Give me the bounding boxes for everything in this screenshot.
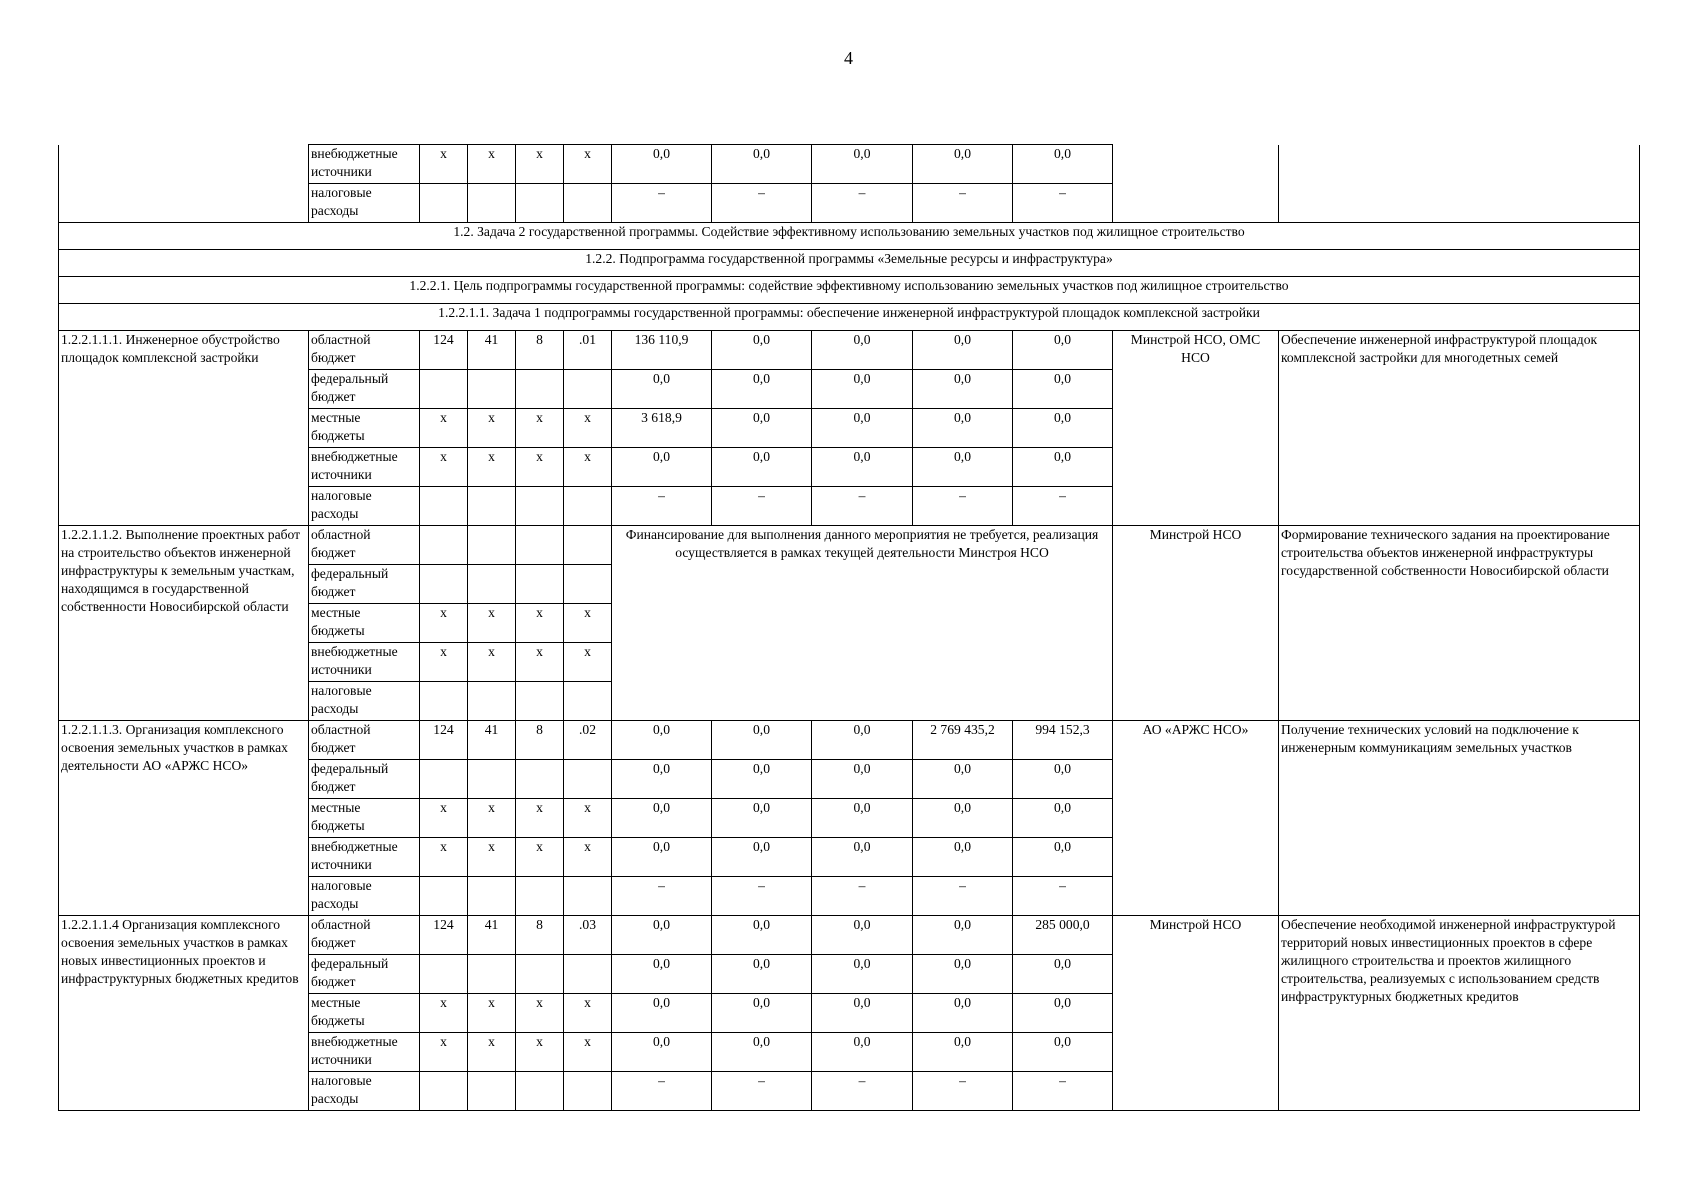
value-cell: 0,0 [812,955,913,994]
value-cell: 0,0 [1013,409,1113,448]
code-cell [468,760,516,799]
funding-source-cell: внебюджетные источники [309,145,420,184]
value-cell: – [712,1072,812,1111]
section-header-row [59,304,1640,331]
code-cell [564,526,612,565]
code-cell [564,565,612,604]
code-cell: x [516,409,564,448]
value-cell: 0,0 [812,331,913,370]
value-cell: 0,0 [812,448,913,487]
code-cell [468,955,516,994]
value-cell: – [913,1072,1013,1111]
value-cell: 0,0 [913,370,1013,409]
value-cell: – [812,877,913,916]
funding-note-cell: Финансирование для выполнения данного мероприятия не требуется, реализация осуществляется в рамках текущей деятельности Минстроя НСО [612,526,1113,721]
value-cell: – [1013,184,1113,223]
activity-name-cell: 1.2.2.1.1.4 Организация комплексного освоения земельных участков в рамках новых инвестиционных проектов и инфраструктурных бюджетных кредитов [59,916,309,1111]
code-cell: 124 [420,721,468,760]
code-cell [564,682,612,721]
value-cell: 0,0 [712,721,812,760]
code-cell [516,487,564,526]
code-cell: x [420,838,468,877]
value-cell: 0,0 [812,994,913,1033]
code-cell [516,682,564,721]
code-cell: x [564,643,612,682]
code-cell [468,487,516,526]
code-cell: x [468,409,516,448]
program-table [58,144,1640,1111]
code-cell: 41 [468,721,516,760]
funding-source-cell: налоговые расходы [309,682,420,721]
funding-source-cell: внебюджетные источники [309,1033,420,1072]
funding-source-cell: местные бюджеты [309,799,420,838]
value-cell: 0,0 [1013,370,1113,409]
code-cell: x [564,145,612,184]
value-cell: 0,0 [913,838,1013,877]
activity-name-cell: 1.2.2.1.1.2. Выполнение проектных работ на строительство объектов инженерной инфраструктуры к земельным участкам, находящимся в государственной собственности Новосибирской области [59,526,309,721]
funding-source-cell: местные бюджеты [309,994,420,1033]
value-cell: – [913,487,1013,526]
value-cell: 3 618,9 [612,409,712,448]
page-number: 4 [844,48,853,68]
code-cell [420,1072,468,1111]
funding-source-cell: областной бюджет [309,721,420,760]
value-cell: 0,0 [612,370,712,409]
value-cell: – [712,877,812,916]
code-cell [516,526,564,565]
code-cell: x [516,145,564,184]
code-cell: x [564,448,612,487]
code-cell: 124 [420,331,468,370]
code-cell: x [420,604,468,643]
table-row [59,721,1640,760]
code-cell: x [516,799,564,838]
code-cell [420,526,468,565]
code-cell [564,370,612,409]
code-cell [516,760,564,799]
code-cell [420,184,468,223]
code-cell [420,760,468,799]
value-cell: 0,0 [1013,799,1113,838]
code-cell [516,877,564,916]
value-cell: 0,0 [812,916,913,955]
code-cell [564,955,612,994]
code-cell [468,184,516,223]
value-cell: – [712,487,812,526]
code-cell: .02 [564,721,612,760]
value-cell: – [812,487,913,526]
code-cell [468,526,516,565]
value-cell: 0,0 [712,760,812,799]
code-cell: 8 [516,916,564,955]
value-cell: 0,0 [612,838,712,877]
code-cell [516,370,564,409]
code-cell: x [420,448,468,487]
value-cell: 994 152,3 [1013,721,1113,760]
code-cell [420,487,468,526]
value-cell: 0,0 [712,916,812,955]
value-cell: 136 110,9 [612,331,712,370]
value-cell: 0,0 [612,994,712,1033]
value-cell: 0,0 [1013,448,1113,487]
code-cell [420,370,468,409]
value-cell: 0,0 [712,145,812,184]
value-cell: 0,0 [913,1033,1013,1072]
value-cell: 0,0 [913,760,1013,799]
code-cell: x [564,1033,612,1072]
value-cell: 0,0 [812,799,913,838]
value-cell: – [712,184,812,223]
code-cell [468,682,516,721]
code-cell: .03 [564,916,612,955]
code-cell: x [468,838,516,877]
code-cell [564,184,612,223]
result-cell: Формирование технического задания на проектирование строительства объектов инженерной инфраструктуры государственной собственности Новосибирской области [1279,526,1640,721]
value-cell: 0,0 [612,760,712,799]
value-cell: 0,0 [913,448,1013,487]
code-cell: x [420,145,468,184]
executor-cell: Минстрой НСО, ОМС НСО [1113,331,1279,526]
section-header: 1.2.2. Подпрограмма государственной программы «Земельные ресурсы и инфраструктура» [59,250,1640,277]
value-cell: 0,0 [612,955,712,994]
funding-source-cell: налоговые расходы [309,877,420,916]
value-cell: 0,0 [712,994,812,1033]
value-cell: 0,0 [1013,994,1113,1033]
funding-source-cell: федеральный бюджет [309,955,420,994]
value-cell: 0,0 [1013,760,1113,799]
result-cell: Получение технических условий на подключение к инженерным коммуникациям земельных участков [1279,721,1640,916]
funding-source-cell: внебюджетные источники [309,838,420,877]
value-cell: 0,0 [913,916,1013,955]
value-cell: 0,0 [612,721,712,760]
value-cell: 0,0 [812,370,913,409]
code-cell: x [420,1033,468,1072]
value-cell: – [913,184,1013,223]
table-row [59,145,1640,184]
table-row [59,331,1640,370]
section-header: 1.2.2.1. Цель подпрограммы государственной программы: содействие эффективному использованию земельных участков под жилищное строительство [59,277,1640,304]
code-cell [420,682,468,721]
code-cell: x [420,994,468,1033]
section-header: 1.2. Задача 2 государственной программы. Содействие эффективному использованию земельных участков под жилищное строительство [59,223,1640,250]
value-cell: – [812,184,913,223]
code-cell [468,370,516,409]
result-cell [1279,145,1640,223]
value-cell: 0,0 [812,760,913,799]
code-cell: x [564,409,612,448]
code-cell: x [564,838,612,877]
value-cell: 0,0 [1013,1033,1113,1072]
section-header-row [59,223,1640,250]
section-header-row [59,277,1640,304]
value-cell: 0,0 [812,1033,913,1072]
code-cell: x [516,994,564,1033]
code-cell [420,565,468,604]
code-cell: x [468,643,516,682]
code-cell: x [564,994,612,1033]
value-cell: 0,0 [913,799,1013,838]
executor-cell: Минстрой НСО [1113,916,1279,1111]
value-cell: – [1013,877,1113,916]
funding-source-cell: областной бюджет [309,331,420,370]
code-cell: x [420,643,468,682]
value-cell: 0,0 [812,145,913,184]
code-cell: x [420,799,468,838]
value-cell: 285 000,0 [1013,916,1113,955]
value-cell: 0,0 [1013,145,1113,184]
code-cell: x [564,604,612,643]
value-cell: 0,0 [812,721,913,760]
code-cell: 124 [420,916,468,955]
code-cell: x [468,799,516,838]
funding-source-cell: федеральный бюджет [309,760,420,799]
code-cell [468,1072,516,1111]
value-cell: 2 769 435,2 [913,721,1013,760]
value-cell: 0,0 [712,838,812,877]
value-cell: 0,0 [712,370,812,409]
value-cell: 0,0 [812,409,913,448]
executor-cell: АО «АРЖС НСО» [1113,721,1279,916]
code-cell [420,955,468,994]
value-cell: – [612,487,712,526]
value-cell: 0,0 [913,145,1013,184]
activity-name-cell: 1.2.2.1.1.3. Организация комплексного освоения земельных участков в рамках деятельности АО «АРЖС НСО» [59,721,309,916]
value-cell: 0,0 [612,916,712,955]
value-cell: 0,0 [612,145,712,184]
code-cell [516,184,564,223]
value-cell: – [612,184,712,223]
value-cell: 0,0 [712,955,812,994]
value-cell: 0,0 [712,799,812,838]
funding-source-cell: налоговые расходы [309,184,420,223]
code-cell [564,487,612,526]
value-cell: 0,0 [1013,838,1113,877]
executor-cell [1113,145,1279,223]
value-cell: – [1013,487,1113,526]
value-cell: – [812,1072,913,1111]
value-cell: 0,0 [712,331,812,370]
code-cell: 41 [468,916,516,955]
code-cell: x [516,643,564,682]
code-cell: 8 [516,331,564,370]
code-cell: x [468,604,516,643]
code-cell [564,760,612,799]
funding-source-cell: федеральный бюджет [309,565,420,604]
result-cell: Обеспечение необходимой инженерной инфраструктурой территорий новых инвестиционных проектов в сфере жилищного строительства и проектов жилищного строительства, реализуемых с использованием средств инфраструктурных бюджетных кредитов [1279,916,1640,1111]
section-header: 1.2.2.1.1. Задача 1 подпрограммы государственной программы: обеспечение инженерной инфраструктурой площадок комплексной застройки [59,304,1640,331]
code-cell: 8 [516,721,564,760]
funding-source-cell: местные бюджеты [309,604,420,643]
funding-source-cell: федеральный бюджет [309,370,420,409]
value-cell: 0,0 [913,331,1013,370]
result-cell: Обеспечение инженерной инфраструктурой площадок комплексной застройки для многодетных семей [1279,331,1640,526]
code-cell: .01 [564,331,612,370]
value-cell: – [612,877,712,916]
value-cell: – [612,1072,712,1111]
funding-source-cell: областной бюджет [309,916,420,955]
funding-source-cell: местные бюджеты [309,409,420,448]
funding-source-cell: налоговые расходы [309,1072,420,1111]
value-cell: 0,0 [913,955,1013,994]
value-cell: 0,0 [612,799,712,838]
value-cell: 0,0 [812,838,913,877]
funding-source-cell: областной бюджет [309,526,420,565]
value-cell: 0,0 [712,1033,812,1072]
code-cell [468,565,516,604]
section-header-row [59,250,1640,277]
table-row [59,916,1640,955]
table-row [59,526,1640,565]
code-cell: x [468,448,516,487]
value-cell: – [1013,1072,1113,1111]
funding-source-cell: внебюджетные источники [309,643,420,682]
value-cell: 0,0 [612,1033,712,1072]
code-cell: x [516,448,564,487]
code-cell: x [468,145,516,184]
code-cell: x [564,799,612,838]
code-cell [516,955,564,994]
code-cell [564,877,612,916]
code-cell [516,565,564,604]
code-cell: 41 [468,331,516,370]
name-cell [59,145,309,223]
code-cell: x [468,994,516,1033]
funding-source-cell: налоговые расходы [309,487,420,526]
code-cell [420,877,468,916]
code-cell: x [516,1033,564,1072]
value-cell: 0,0 [913,994,1013,1033]
code-cell [516,1072,564,1111]
value-cell: 0,0 [712,409,812,448]
value-cell: 0,0 [1013,331,1113,370]
code-cell [468,877,516,916]
code-cell: x [468,1033,516,1072]
code-cell: x [516,604,564,643]
value-cell: – [913,877,1013,916]
code-cell: x [420,409,468,448]
code-cell: x [516,838,564,877]
value-cell: 0,0 [1013,955,1113,994]
executor-cell: Минстрой НСО [1113,526,1279,721]
value-cell: 0,0 [913,409,1013,448]
funding-source-cell: внебюджетные источники [309,448,420,487]
code-cell [564,1072,612,1111]
value-cell: 0,0 [712,448,812,487]
activity-name-cell: 1.2.2.1.1.1. Инженерное обустройство площадок комплексной застройки [59,331,309,526]
value-cell: 0,0 [612,448,712,487]
